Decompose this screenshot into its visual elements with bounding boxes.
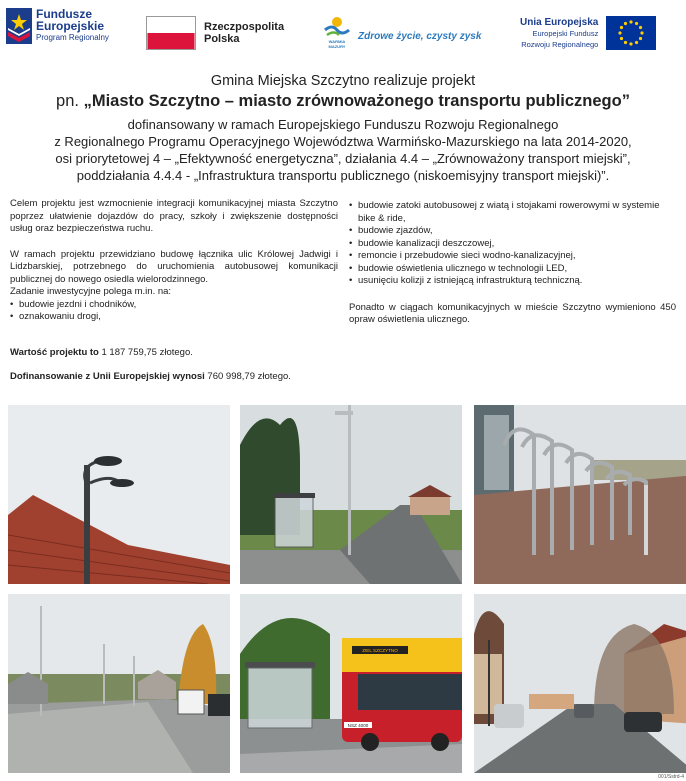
photo-bus-shelter — [240, 405, 462, 584]
list-item: • budowie zatoki autobusowej z wiatą i stojakami rowerowymi w systemie bike & ride, — [349, 200, 676, 225]
eu-star — [635, 22, 638, 25]
bus-stop-photo — [240, 594, 462, 773]
tasks-intro: Zadanie inwestycyjne polega m.in. na: — [10, 286, 172, 297]
unia-europejska-logo — [520, 16, 656, 50]
project-header — [0, 72, 686, 184]
rp-line2: Polska — [204, 33, 240, 45]
polish-flag-icon — [146, 16, 196, 50]
eu-star — [641, 31, 644, 34]
street-lamp-photo — [8, 405, 230, 584]
lighting-paragraph: Ponadto w ciągach komunikacyjnych w mieście Szczytno wymieniono 450 opraw oświetlenia ulicznego. — [349, 301, 676, 325]
rzeczpospolita-polska-logo — [146, 16, 284, 50]
sub-line1: dofinansowany w ramach Europejskiego Funduszu Rozwoju Regionalnego — [127, 117, 559, 132]
eu-star — [630, 20, 633, 23]
wm-slogan: Zdrowe życie, czysty zysk — [358, 30, 482, 42]
wm-brand-bottom: MAZURY — [328, 44, 346, 49]
photo-bike-racks — [474, 405, 686, 584]
eu-star — [635, 41, 638, 44]
sub-line3: osi priorytetowej 4 – „Efektywność energetyczna”, działania 4.4 – „Zrównoważony transport miejski”, — [55, 151, 631, 166]
bus-license-plate: NSZ 4000 — [347, 723, 369, 728]
fe-star-icon — [6, 8, 32, 44]
eu-star — [639, 26, 642, 29]
right-column — [349, 200, 676, 340]
tasks-list-right — [349, 200, 676, 288]
scope-paragraph: W ramach projektu przewidziano budowę łącznika ulic Królowej Jadwigi i Lidzbarskiej, potrzebnego do uruchomienia autobusowej komunikacji publicznej do nowego osiedla wielorodzinnego. — [10, 248, 338, 285]
list-item: • oznakowaniu drogi, — [10, 311, 338, 324]
title-prefix: pn. — [56, 92, 84, 110]
list-item: • budowie oświetlenia ulicznego w technologii LED, — [349, 263, 676, 276]
photo-new-road — [8, 594, 230, 773]
list-item: • usunięciu kolizji z istniejącą infrastrukturą techniczną. — [349, 275, 676, 288]
bus-destination-sign: ZIEL SZCZYTNO — [362, 648, 398, 653]
fe-line3: Program Regionalny — [36, 33, 109, 42]
eu-star — [624, 41, 627, 44]
header-line1: Gmina Miejska Szczytno realizuje projekt — [210, 73, 476, 89]
photo-town-street — [474, 594, 686, 773]
new-road-photo — [8, 594, 230, 773]
eu-star — [620, 37, 623, 40]
header-subtitle — [0, 116, 686, 184]
ue-line3: Rozwoju Regionalnego — [521, 39, 599, 49]
fe-line2: Europejskie — [36, 19, 105, 33]
sub-line4: poddziałania 4.4.4 - „Infrastruktura transportu publicznego (niskoemisyjny transport miejski)”. — [76, 168, 610, 183]
warmia-mazury-logo — [322, 14, 481, 50]
ue-line2: Europejski Fundusz — [532, 28, 599, 38]
warmia-mazury-mark — [322, 14, 352, 50]
eu-star — [624, 22, 627, 25]
list-item: • remoncie i przebudowie sieci wodno-kanalizacyjnej, — [349, 250, 676, 263]
photo-street-lamp — [8, 405, 230, 584]
list-item: • budowie kanalizacji deszczowej, — [349, 238, 676, 251]
ue-line1: Unia Europejska — [520, 16, 599, 28]
project-value — [10, 347, 193, 358]
fundusze-europejskie-logo — [6, 8, 109, 44]
footer-code: 001/Sstrd-4 — [658, 774, 684, 780]
eu-star — [630, 42, 633, 45]
eu-funding-amount: 760 998,79 złotego. — [204, 371, 291, 382]
rp-line1: Rzeczpospolita — [204, 21, 285, 33]
warmia-mazury-icon — [322, 14, 352, 40]
eu-flag-icon — [606, 16, 656, 50]
logo-bar — [0, 0, 686, 62]
fe-line1: Fundusze — [36, 7, 92, 21]
eu-star — [639, 37, 642, 40]
left-column — [10, 198, 338, 337]
eu-star — [619, 31, 622, 34]
bus-shelter-photo — [240, 405, 462, 584]
sub-line2: z Regionalnego Programu Operacyjnego Województwa Warmińsko-Mazurskiego na lata 2014-2020, — [54, 134, 632, 149]
town-street-photo — [474, 594, 686, 773]
eu-funding-label: Dofinansowanie z Unii Europejskiej wynosi — [10, 371, 205, 382]
list-item: • budowie jezdni i chodników, — [10, 299, 338, 312]
photo-bus-stop — [240, 594, 462, 773]
bike-racks-photo — [474, 405, 686, 584]
value-label: Wartość projektu to — [10, 347, 99, 358]
goal-paragraph: Celem projektu jest wzmocnienie integracji komunikacyjnej miasta Szczytno poprzez ułatwienie dojazdów do pracy, szkoły i zwiększenie dostępności usług oraz bezpieczeństwa ruchu. — [10, 198, 338, 234]
value-amount: 1 187 759,75 złotego. — [98, 347, 193, 358]
eu-star — [620, 26, 623, 29]
project-title — [0, 90, 686, 112]
wm-brand-top: WARMIA — [328, 39, 346, 44]
eu-funding — [10, 371, 291, 382]
list-item: • budowie zjazdów, — [349, 225, 676, 238]
title-name: „Miasto Szczytno – miasto zrównoważonego transportu publicznego” — [83, 92, 630, 110]
tasks-list-left — [10, 299, 338, 324]
